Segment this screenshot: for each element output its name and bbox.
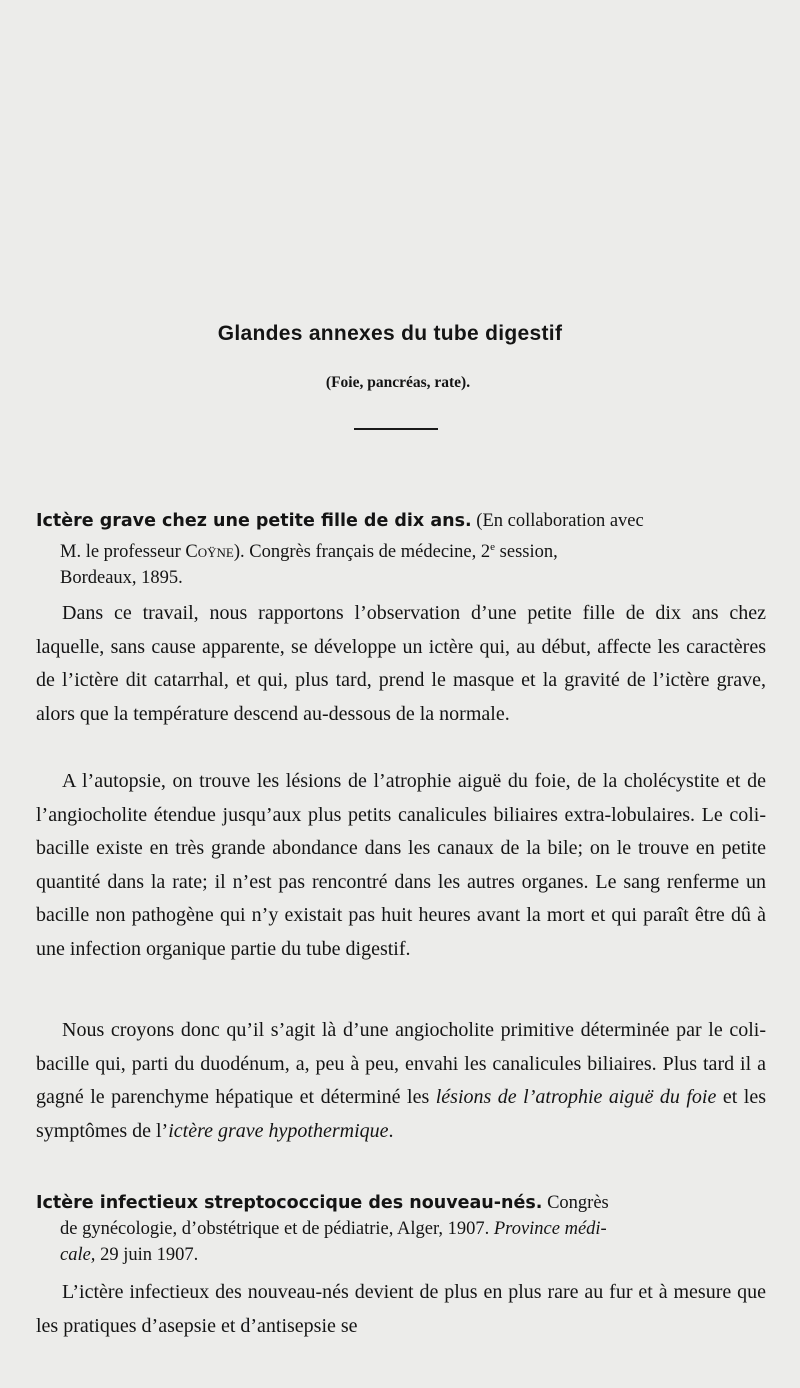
- entry-2-ref-italic-2: cale,: [60, 1245, 96, 1265]
- entry-1-paragraph-3: [36, 1014, 766, 1148]
- entry-1-ref-name: Coÿne: [185, 542, 234, 563]
- entry-1-p2-text: A l’autopsie, on trouve les lésions de l’atrophie aiguë du foie, de la cholécystite et de l’angiocholite étendue jusqu’aux plus petits canalicules biliaires extra-lobulaires. Le coli-bacille existe en très grande abondance dans les canaux de la bile; on le trouve en petite quantité dans la rate; il n’est pas rencontré dans les autres organes. Le sang renferme un bacille non pathogène qui n’y existait pas huit heures avant la mort et qui paraît être dû à une infection organique partie du tube digestif.: [36, 770, 766, 960]
- entry-1-ref-c: Bordeaux, 1895.: [60, 568, 183, 589]
- entry-1-ref-b2: ). Congrès français de médecine, 2: [233, 542, 491, 563]
- entry-1-ref-a: (En collaboration avec: [476, 511, 644, 531]
- entry-2-ref-a: Congrès: [542, 1193, 609, 1213]
- entry-1-p3-italic-1: lésions de l’atrophie aiguë du foie: [435, 1086, 717, 1108]
- entry-1-p1-text: Dans ce travail, nous rapportons l’observation d’une petite fille de dix ans chez laquelle, sans cause apparente, se développe un ictère qui, au début, affecte les caractères de l’ictère dit catarrhal, et qui, plus tard, prend le masque et la gravité de l’ictère grave, alors que la température descend au-dessous de la normale.: [36, 602, 766, 725]
- entry-1-p3-c: .: [388, 1119, 394, 1142]
- entry-2-ref-line-3: [36, 1242, 766, 1268]
- entry-2-ref-italic-1: Province médi-: [493, 1219, 607, 1239]
- entry-1-ref-b1: M. le professeur: [60, 542, 181, 563]
- entry-2-paragraph-1: [36, 1276, 766, 1343]
- entry-1-p3-a: Nous croyons donc qu’il s’agit là d’une angiocholite primitive déterminée par le coli-bacille qui, parti du duodénum, a, peu à peu, envahi les canalicules biliaires. Plus tard il a gagné le parenchyme hépatique et déterminé les: [36, 1019, 766, 1108]
- entry-2-citation: [36, 1190, 766, 1268]
- entry-1-paragraph-2: [36, 765, 766, 966]
- entry-1-citation: [36, 508, 766, 591]
- entry-1-ref-sup: e: [490, 541, 496, 553]
- entry-1-heading: Ictère grave chez une petite fille de dix ans.: [36, 511, 472, 531]
- entry-1-ref-line-2: [36, 534, 766, 565]
- entry-2-ref-c: 29 juin 1907.: [95, 1245, 199, 1265]
- entry-2-p1-text: L’ictère infectieux des nouveau-nés devient de plus en plus rare au fur et à mesure que les pratiques d’asepsie et d’antisepsie se: [36, 1281, 766, 1337]
- section-title: Glandes annexes du tube digestif: [217, 322, 563, 345]
- entry-2-ref-b: de gynécologie, d’obstétrique et de pédiatrie, Alger, 1907.: [60, 1219, 490, 1239]
- entry-1-p3-italic-2: ictère grave hypothermique: [168, 1119, 389, 1142]
- entry-2-ref-line-2: [36, 1216, 766, 1242]
- entry-1-paragraph-1: [36, 597, 766, 731]
- entry-1-p3-b: et les symptômes de l’: [36, 1086, 766, 1142]
- entry-1-ref-b3: session,: [495, 542, 558, 563]
- section-subtitle: (Foie, pancréas, rate).: [325, 374, 471, 391]
- title-divider: [354, 428, 438, 430]
- entry-2-heading: Ictère infectieux streptococcique des nouveau-nés.: [36, 1193, 543, 1213]
